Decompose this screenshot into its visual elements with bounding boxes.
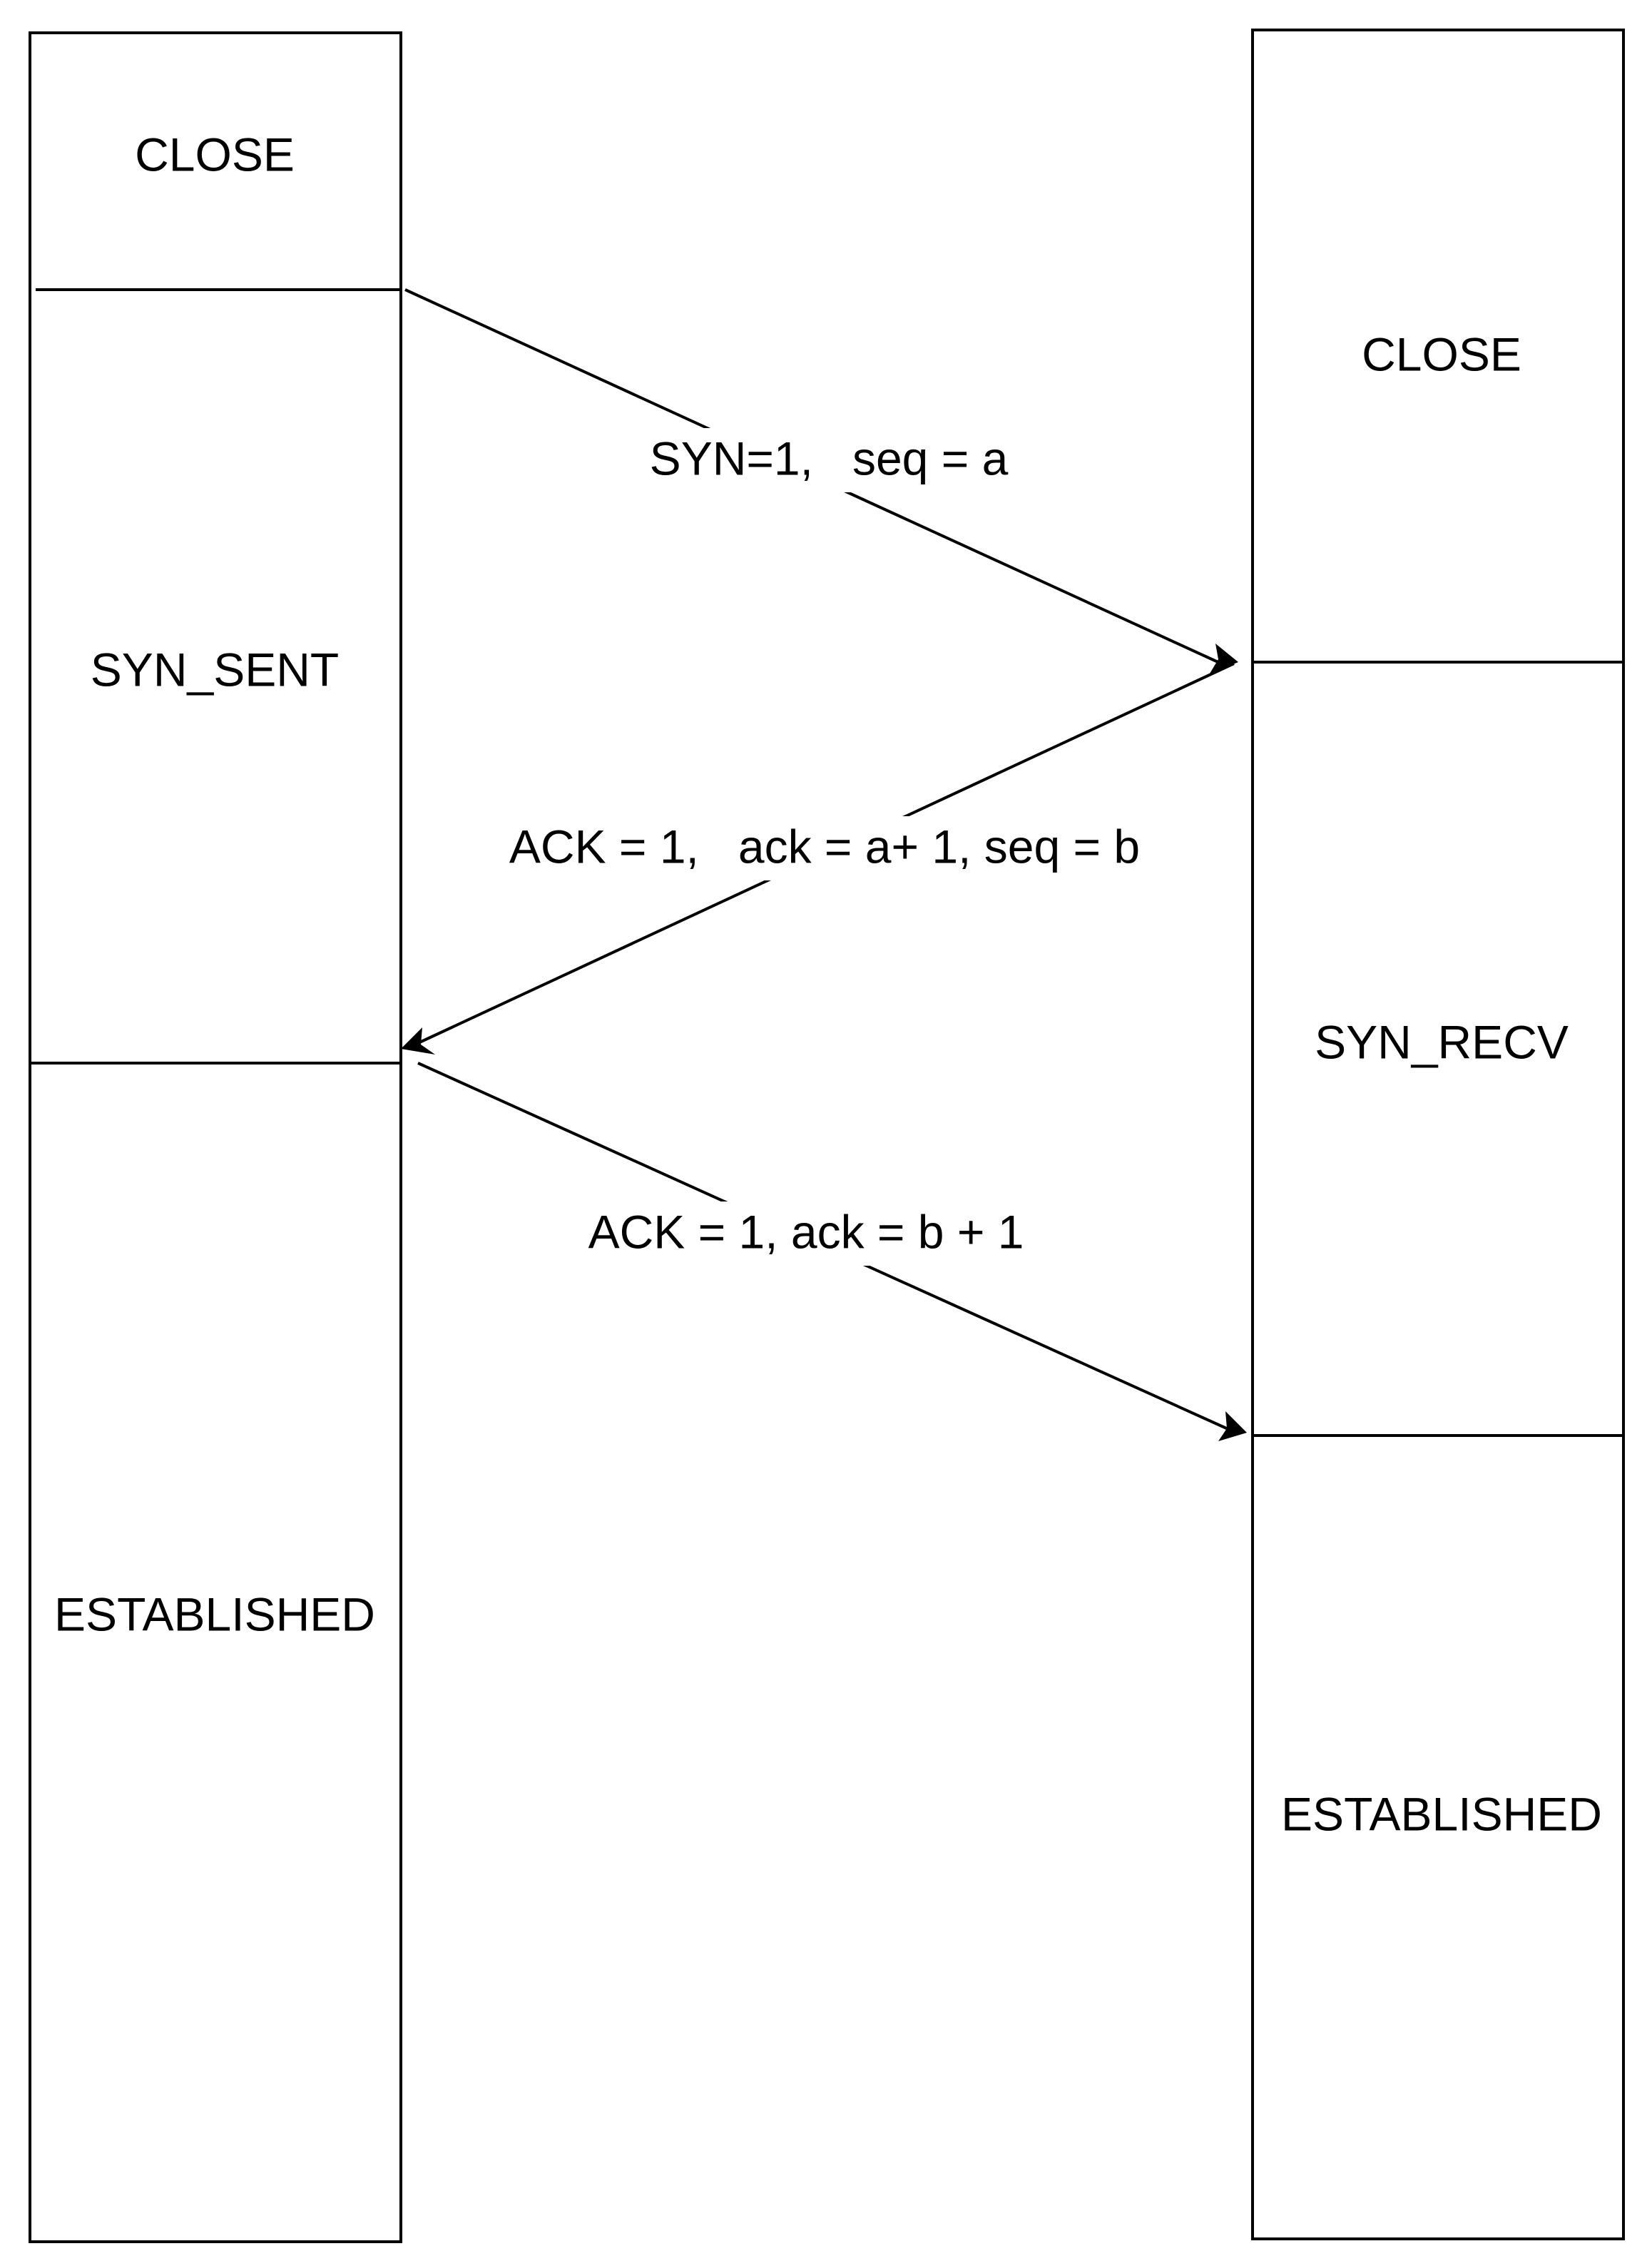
message-syn-ack [401, 664, 1234, 1055]
message-syn-ack-label: ACK = 1, ack = a+ 1, seq = b [509, 820, 1141, 873]
server-state-close: CLOSE [1362, 327, 1521, 381]
client-state-close: CLOSE [135, 128, 295, 181]
message-ack-label: ACK = 1, ack = b + 1 [588, 1205, 1024, 1259]
message-ack [418, 1063, 1247, 1441]
client-state-established: ESTABLISHED [54, 1587, 375, 1641]
message-syn [405, 290, 1238, 674]
client-lane-border [30, 33, 401, 2242]
client-lane [30, 33, 401, 2242]
server-state-established: ESTABLISHED [1281, 1787, 1602, 1841]
client-state-syn-sent: SYN_SENT [90, 643, 340, 696]
message-syn-ack-arrowhead [401, 1027, 435, 1055]
server-lane [1253, 30, 1623, 2239]
server-state-syn-recv: SYN_RECV [1315, 1015, 1569, 1069]
message-syn-label: SYN=1, seq = a [649, 432, 1009, 485]
